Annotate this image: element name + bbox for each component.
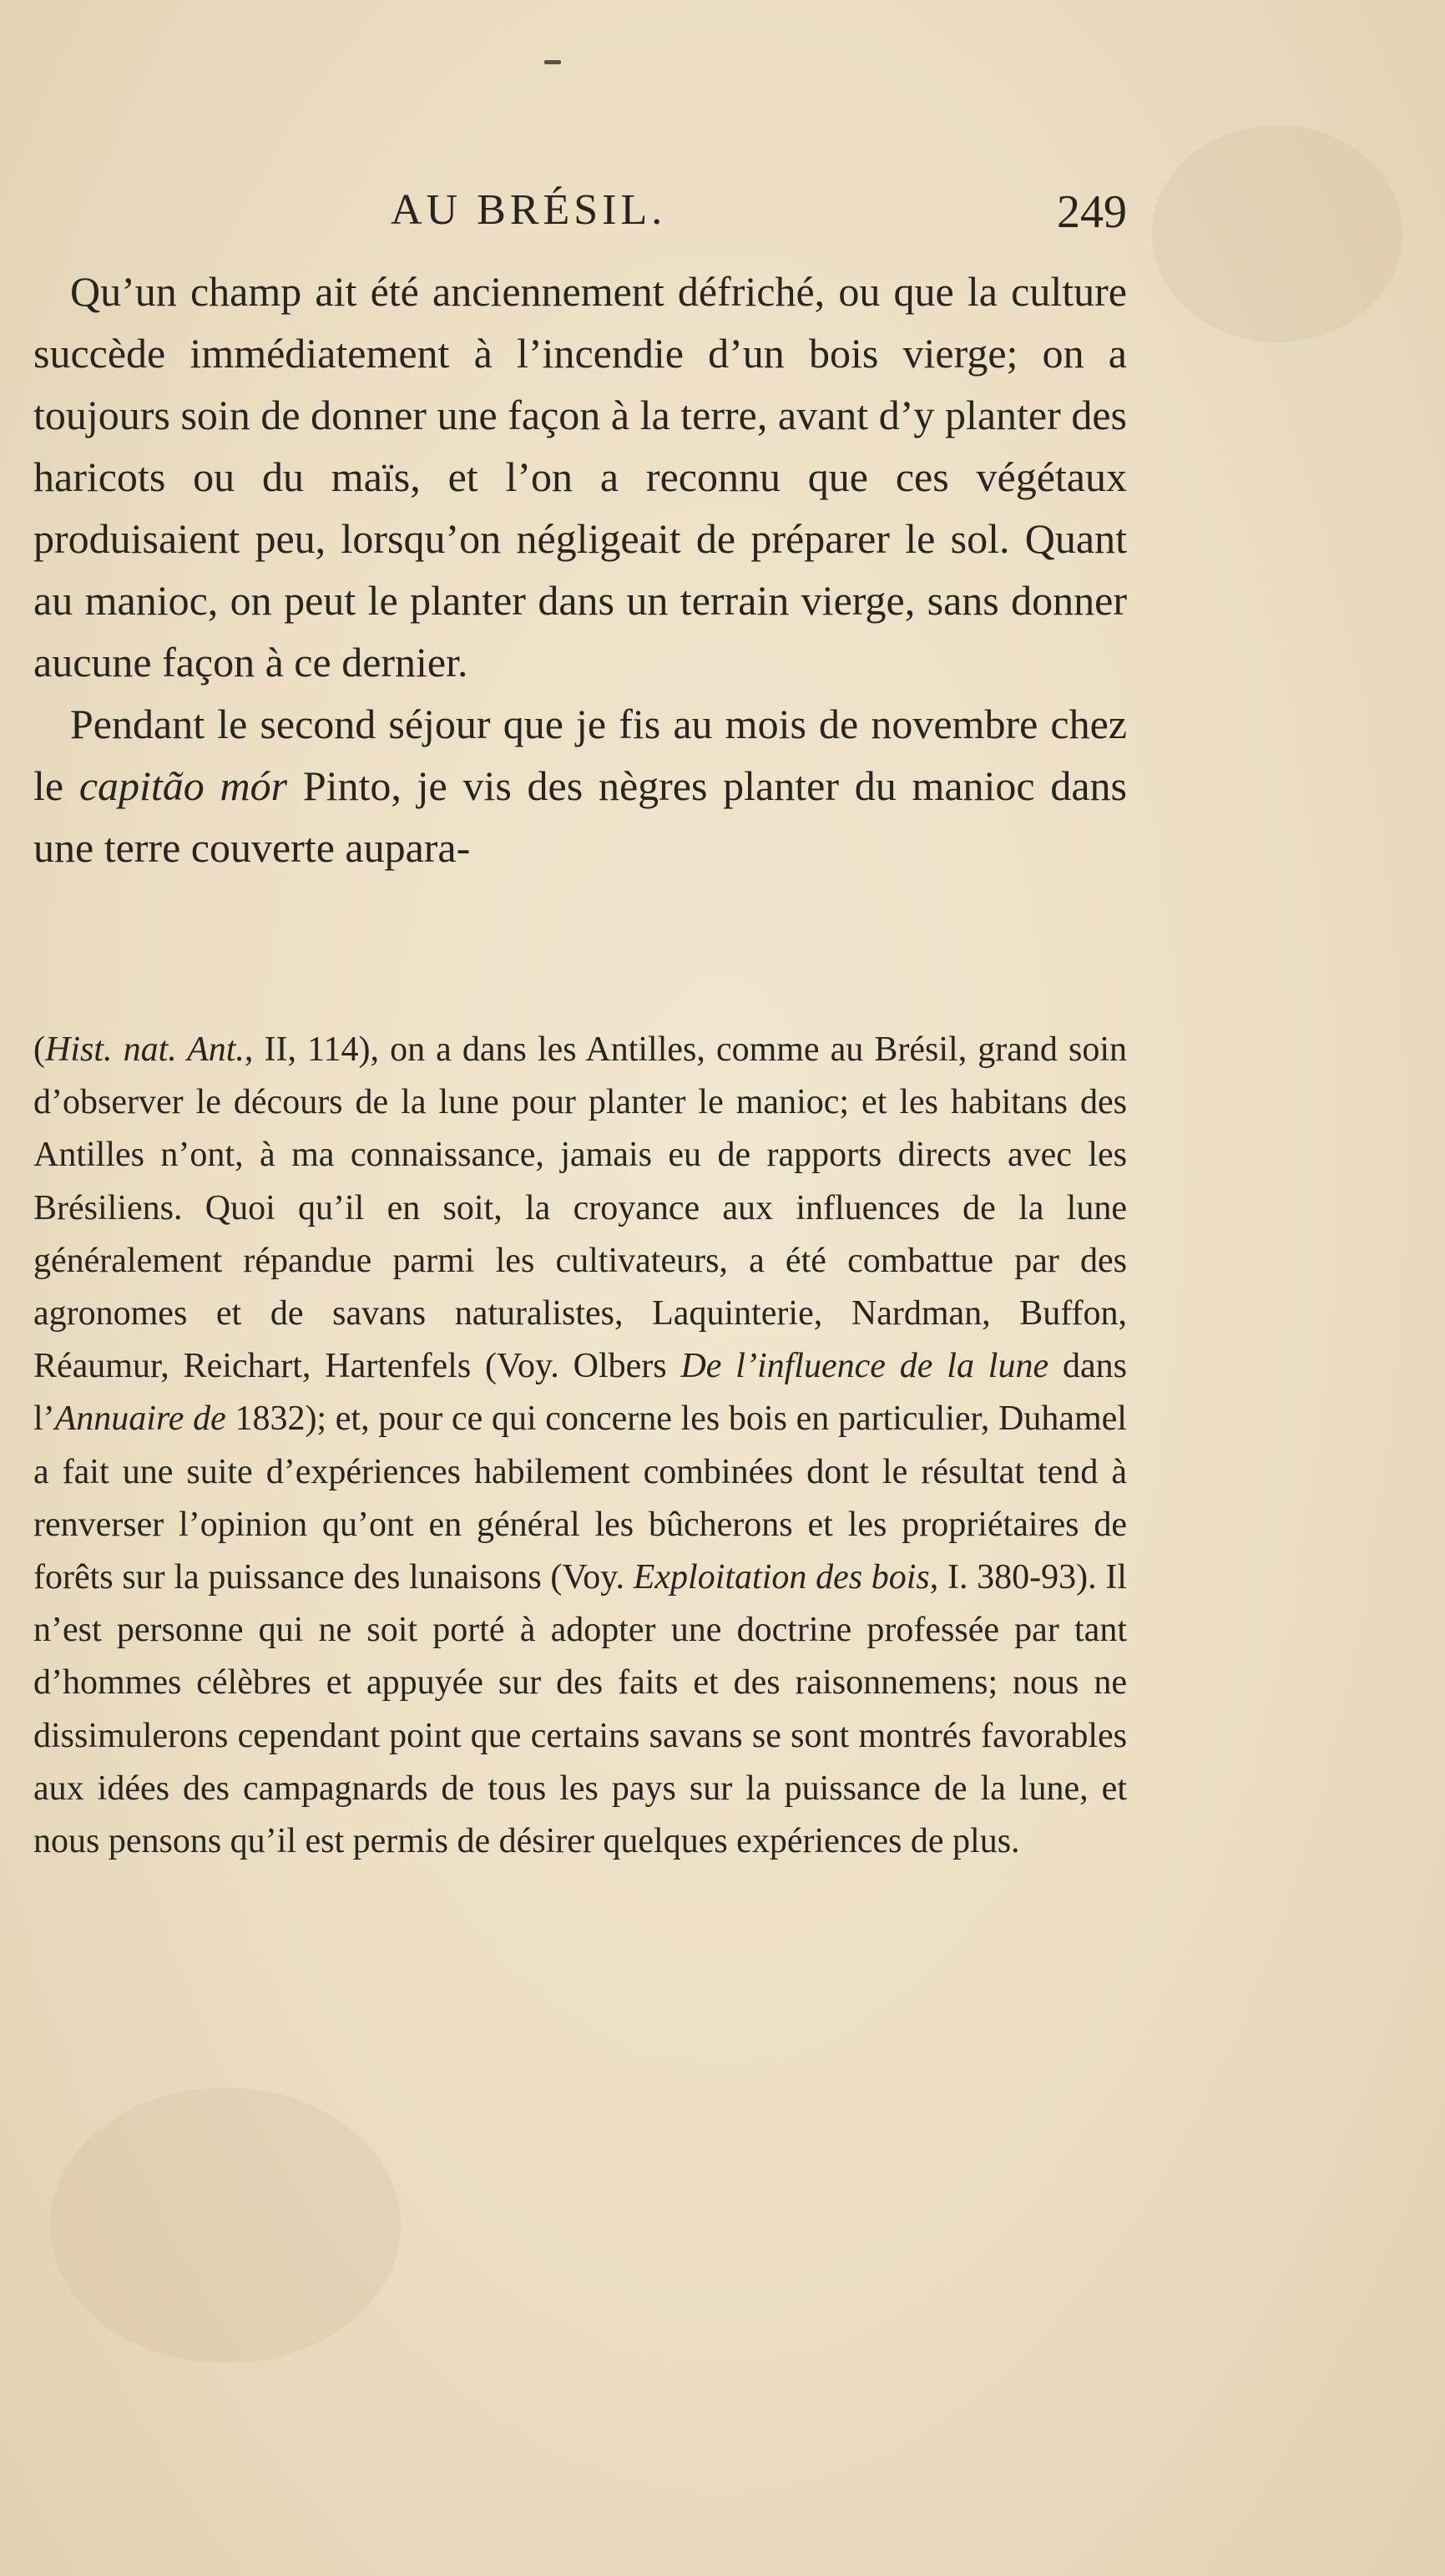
paragraph-2 — [33, 693, 1127, 878]
page-header — [33, 185, 1127, 252]
paper-stain — [50, 2088, 401, 2363]
paragraph-2-start: Pendant le second séjour que je fis au mois de novembre chez le — [33, 701, 1127, 809]
footnote-italic: Annuaire de — [54, 1399, 226, 1439]
paragraph-1: Qu’un champ ait été anciennement défriché, ou que la culture succède immédiatement à l’incendie d’un bois vierge; on a toujours soin de donner une façon à la terre, avant d’y planter des haricots ou du maïs, et l’on a reconnu que ces végétaux produisaient peu, lorsqu’on négligeait de préparer le sol. Quant au manioc, on peut le planter dans un terrain vierge, sans donner aucune façon à ce dernier. — [33, 268, 1127, 686]
paragraph-2-end: Pinto, je vis des nègres planter du manioc dans une terre couverte aupara- — [33, 762, 1127, 871]
footnote-italic: De l’influence de la lune — [680, 1347, 1049, 1386]
footnote-italic: Exploitation des bois — [633, 1558, 930, 1597]
paper-stain — [1152, 125, 1402, 342]
footnote — [33, 1024, 1127, 1868]
footnote-italic: Hist. nat. Ant. — [45, 1030, 245, 1069]
footnote-segment: ( — [33, 1030, 45, 1069]
footnote-segment: 1832); et, pour ce qui concerne les bois en particulier, Duhamel a fait une suite d’expériences habilement combinées dont le résultat tend à renverser l’opinion qu’ont en général les bûcherons et les propriétaires de forêts sur la puissance des lunaisons (Voy. — [33, 1399, 1127, 1597]
main-text — [33, 261, 1127, 878]
ink-mark — [544, 60, 561, 64]
footnote-segment: , I. 380-93). Il n’est personne qui ne soit porté à adopter une doctrine professée par tant d’hommes célèbres et appuyée sur des faits et des raisonnemens; nous ne dissimulerons cependant point que certains savans se sont montrés favorables aux idées des campagnards de tous les pays sur la puissance de la lune, et nous pensons qu’il est permis de désirer quelques expériences de plus. — [33, 1558, 1127, 1861]
running-title: AU BRÉSIL. — [391, 186, 667, 234]
italic-title-term: capitão mór — [78, 762, 288, 809]
footnote-text — [33, 1024, 1127, 1868]
footnote-segment: , II, 114), on a dans les Antilles, comme au Brésil, grand soin d’observer le décours de la lune pour planter le manioc; et les habitans des Antilles n’ont, à ma connaissance, jamais eu de rapports directs avec les Brésiliens. Quoi qu’il en soit, la croyance aux influences de la lune généralement répandue parmi les cultivateurs, a été combattue par des agronomes et de savans naturalistes, Laquinterie, Nardman, Buffon, Réaumur, Reichart, Hartenfels (Voy. Olbers — [33, 1030, 1128, 1386]
page-number: 249 — [1057, 186, 1127, 238]
footnote-segment: dans l’ — [33, 1347, 1127, 1439]
